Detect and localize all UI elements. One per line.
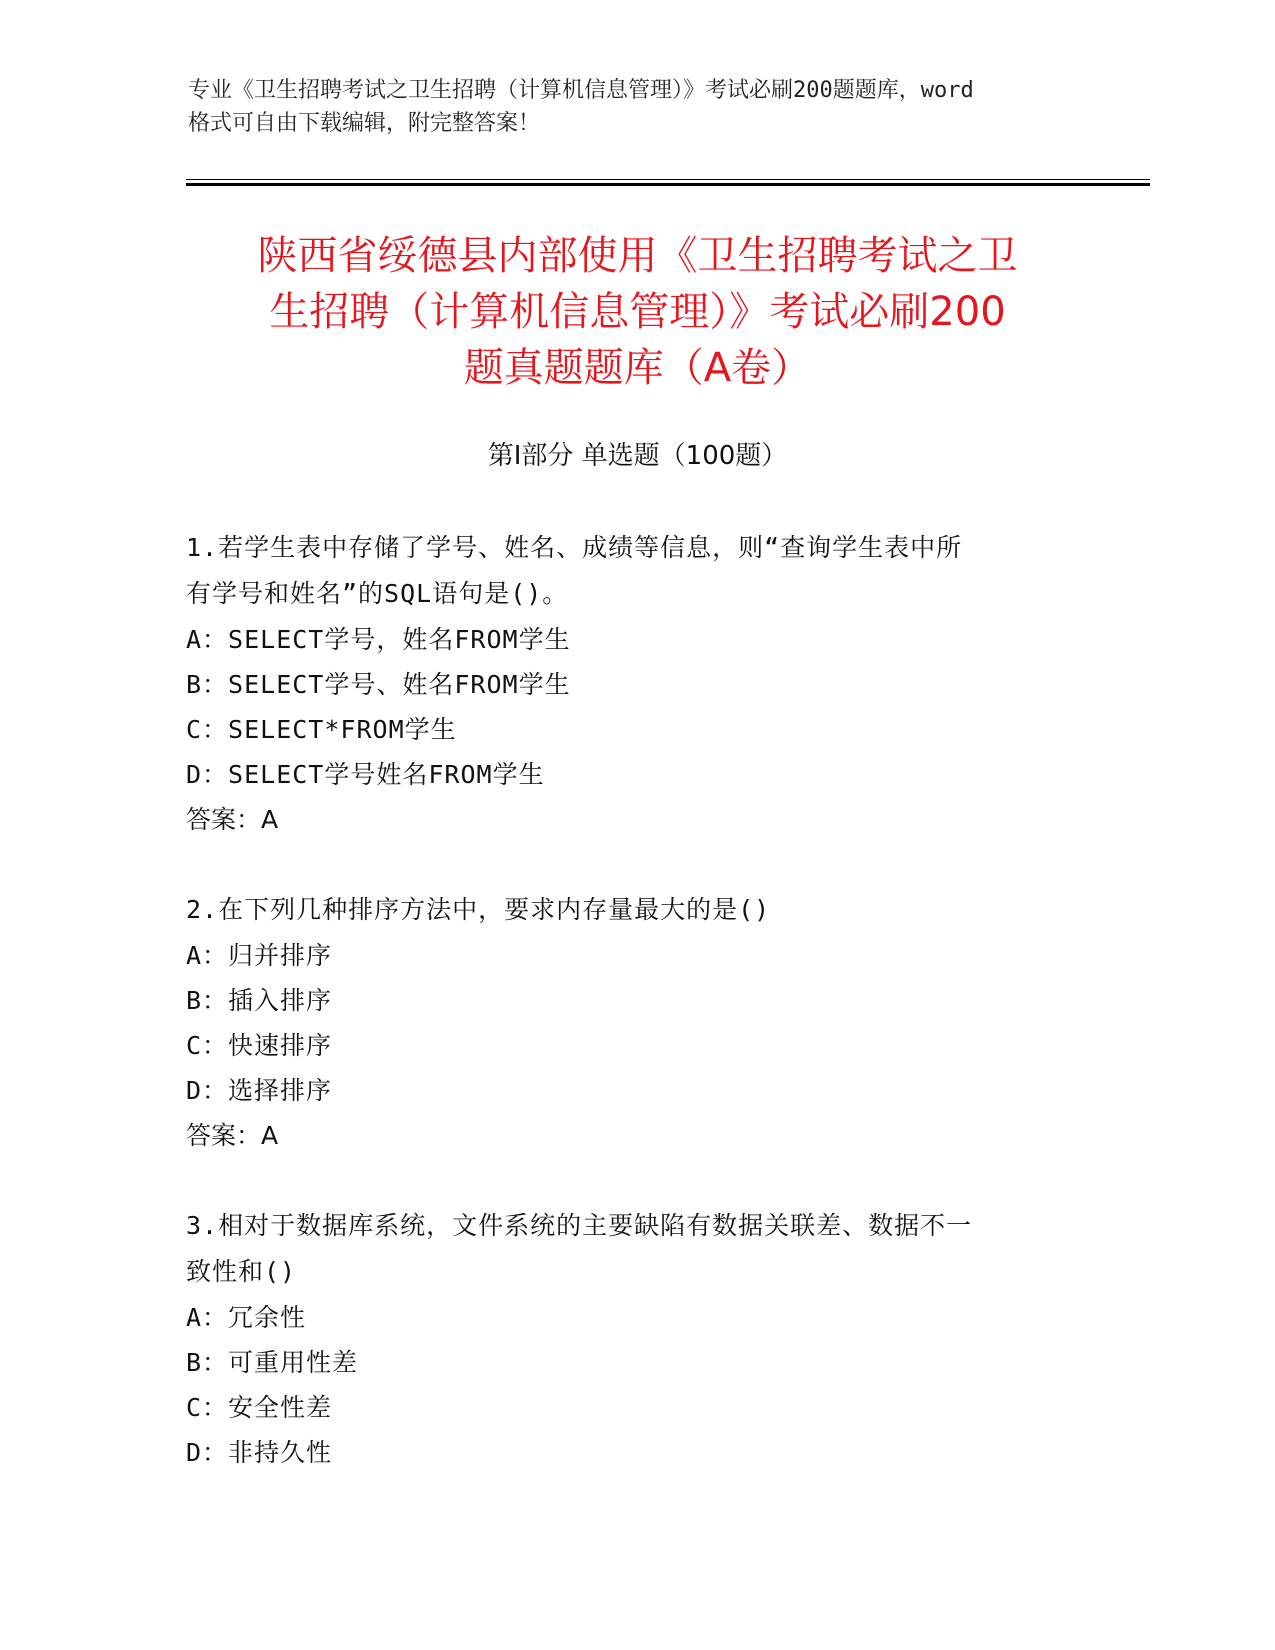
- question-1-option-b: B：SELECT学号、姓名FROM学生: [186, 670, 571, 699]
- question-3-option-b: B：可重用性差: [186, 1348, 359, 1377]
- question-3-stem-line-2: 致性和(): [186, 1257, 297, 1286]
- section-title: 第Ⅰ部分 单选题（100题）: [487, 441, 788, 471]
- question-2-option-c: C：快速排序: [186, 1031, 333, 1060]
- question-1-stem-line-2: 有学号和姓名”的SQL语句是()。: [186, 579, 569, 608]
- document-header-note: [188, 74, 1088, 140]
- question-2-answer: 答案：A: [186, 1121, 279, 1150]
- header-note-line-1: 专业《卫生招聘考试之卫生招聘（计算机信息管理）》考试必刷200题题库，word: [188, 78, 974, 103]
- question-1-answer: 答案：A: [186, 805, 279, 834]
- question-2-option-d: D：选择排序: [186, 1076, 333, 1105]
- header-divider-thin: [186, 179, 1150, 180]
- header-note-line-2: 格式可自由下载编辑，附完整答案！: [188, 111, 541, 136]
- question-1-option-c: C：SELECT*FROM学生: [186, 715, 457, 744]
- question-2-option-a: A：归并排序: [186, 941, 333, 970]
- question-3-option-d: D：非持久性: [186, 1438, 333, 1467]
- question-1-option-a: A：SELECT学号，姓名FROM学生: [186, 625, 571, 654]
- question-3: [186, 1203, 1086, 1475]
- question-3-stem-line-1: 3.相对于数据库系统，文件系统的主要缺陷有数据关联差、数据不一: [186, 1211, 973, 1240]
- question-3-option-c: C：安全性差: [186, 1393, 333, 1422]
- question-1-option-d: D：SELECT学号姓名FROM学生: [186, 760, 545, 789]
- question-2-stem-line-1: 2.在下列几种排序方法中，要求内存量最大的是(): [186, 895, 771, 924]
- question-1-stem-line-1: 1.若学生表中存储了学号、姓名、成绩等信息，则“查询学生表中所: [186, 533, 963, 562]
- document-title-line-3: 题真题题库（A卷）: [463, 345, 812, 391]
- document-title-line-2: 生招聘（计算机信息管理）》考试必刷200: [269, 289, 1006, 335]
- document-title-line-1: 陕西省绥德县内部使用《卫生招聘考试之卫: [257, 233, 1018, 279]
- question-2: [186, 887, 1086, 1158]
- question-3-option-a: A：冗余性: [186, 1303, 307, 1332]
- question-list: [186, 525, 1086, 1520]
- question-2-option-b: B：插入排序: [186, 986, 333, 1015]
- question-1: [186, 525, 1086, 842]
- document-title: [186, 228, 1089, 396]
- header-divider-thick: [186, 183, 1150, 186]
